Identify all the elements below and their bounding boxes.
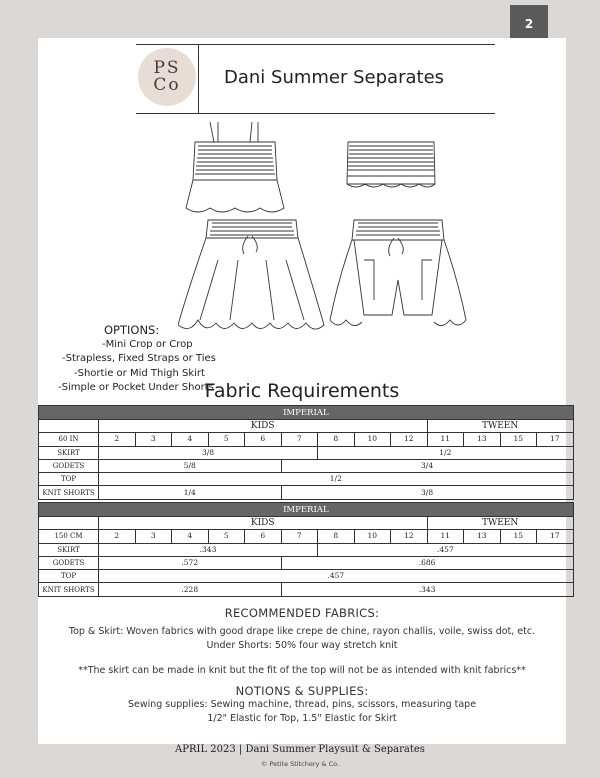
copyright: © Petite Stitchery & Co. [260,760,340,768]
table-cell: 3/8 [99,446,318,459]
table-cell: .457 [99,570,574,583]
table-cell: .572 [99,556,282,569]
row-label: GODETS [39,459,99,472]
size-header: 17 [537,433,574,446]
table-cell: 1/4 [99,486,282,499]
option-item: -Simple or Pocket Under Shorts [58,382,214,393]
metric-table [38,502,574,597]
recommended-fabrics-line: Top & Skirt: Woven fabrics with good drape like crepe de chine, rayon challis, voile, swiss dot, etc. [68,626,536,637]
strapless-top-illustration [347,142,435,187]
imperial-table [38,405,574,500]
strap-top-illustration [186,122,284,212]
size-header: 7 [281,433,318,446]
table-cell: .228 [99,583,282,596]
size-header: 11 [427,530,464,543]
size-header: 5 [208,433,245,446]
table-cell [39,517,99,530]
table-cell: .343 [281,583,573,596]
table-band-header: IMPERIAL [39,503,574,517]
options-heading: OPTIONS: [104,323,160,337]
row-label: KNIT SHORTS [39,583,99,596]
size-header: 13 [464,433,501,446]
logo-text-top: PS [153,58,181,78]
garment-illustrations [178,120,478,370]
table-cell: 5/8 [99,459,282,472]
size-header: 15 [500,433,537,446]
size-header: 11 [427,433,464,446]
size-header: 3 [135,530,172,543]
size-header: 10 [354,433,391,446]
row-label: KNIT SHORTS [39,486,99,499]
size-header: 15 [500,530,537,543]
table-cell: 3/4 [281,459,573,472]
document-page [38,38,566,744]
size-header: 6 [245,433,282,446]
size-header: 12 [391,530,428,543]
table-cell [39,420,99,433]
skirt-illustration [178,220,324,329]
table-band-header: IMPERIAL [39,406,574,420]
size-header: 12 [391,433,428,446]
row-label: SKIRT [39,543,99,556]
size-header: 3 [135,433,172,446]
size-header: 4 [172,433,209,446]
header-divider-vertical [198,44,199,114]
size-header: 17 [537,530,574,543]
kids-header: KIDS [99,420,428,433]
notions-line: 1/2" Elastic for Top, 1.5" Elastic for Skirt [207,713,397,724]
table-cell: .343 [99,543,318,556]
table-cell: .457 [318,543,574,556]
page-number: 2 [524,17,534,31]
pattern-title: Dani Summer Separates [224,67,445,88]
skirt-with-shorts-illustration [330,220,466,326]
brand-logo [138,48,196,106]
size-header: 4 [172,530,209,543]
row-label: SKIRT [39,446,99,459]
header-divider-top [136,44,495,45]
width-label: 150 CM [39,530,99,543]
logo-text-bottom: Co [153,75,181,95]
size-header: 5 [208,530,245,543]
notions-heading: NOTIONS & SUPPLIES: [235,684,369,698]
row-label: TOP [39,570,99,583]
size-header: 6 [245,530,282,543]
knit-note: **The skirt can be made in knit but the fit of the top will not be as intended with knit fabrics** [78,665,526,676]
option-item: -Shortie or Mid Thigh Skirt [74,367,205,379]
size-header: 2 [99,530,136,543]
option-item: -Mini Crop or Crop [102,338,193,350]
notions-line: Sewing supplies: Sewing machine, thread, pins, scissors, measuring tape [127,699,477,710]
recommended-fabrics-heading: RECOMMENDED FABRICS: [224,606,380,620]
header-divider-bottom [136,113,495,114]
tween-header: TWEEN [427,420,573,433]
table-cell: .686 [281,556,573,569]
table-cell: 3/8 [281,486,573,499]
kids-header: KIDS [99,517,428,530]
table-cell: 1/2 [318,446,574,459]
option-item: -Strapless, Fixed Straps or Ties [62,353,216,364]
row-label: TOP [39,473,99,486]
size-header: 8 [318,530,355,543]
size-header: 2 [99,433,136,446]
size-header: 8 [318,433,355,446]
recommended-fabrics-line: Under Shorts: 50% four way stretch knit [206,640,398,651]
page-footer: APRIL 2023 | Dani Summer Playsuit & Separates [175,744,425,755]
table-cell: 1/2 [99,473,574,486]
tween-header: TWEEN [427,517,573,530]
size-header: 7 [281,530,318,543]
size-header: 10 [354,530,391,543]
width-label: 60 IN [39,433,99,446]
fabric-requirements-title: Fabric Requirements [204,380,400,402]
row-label: GODETS [39,556,99,569]
size-header: 13 [464,530,501,543]
